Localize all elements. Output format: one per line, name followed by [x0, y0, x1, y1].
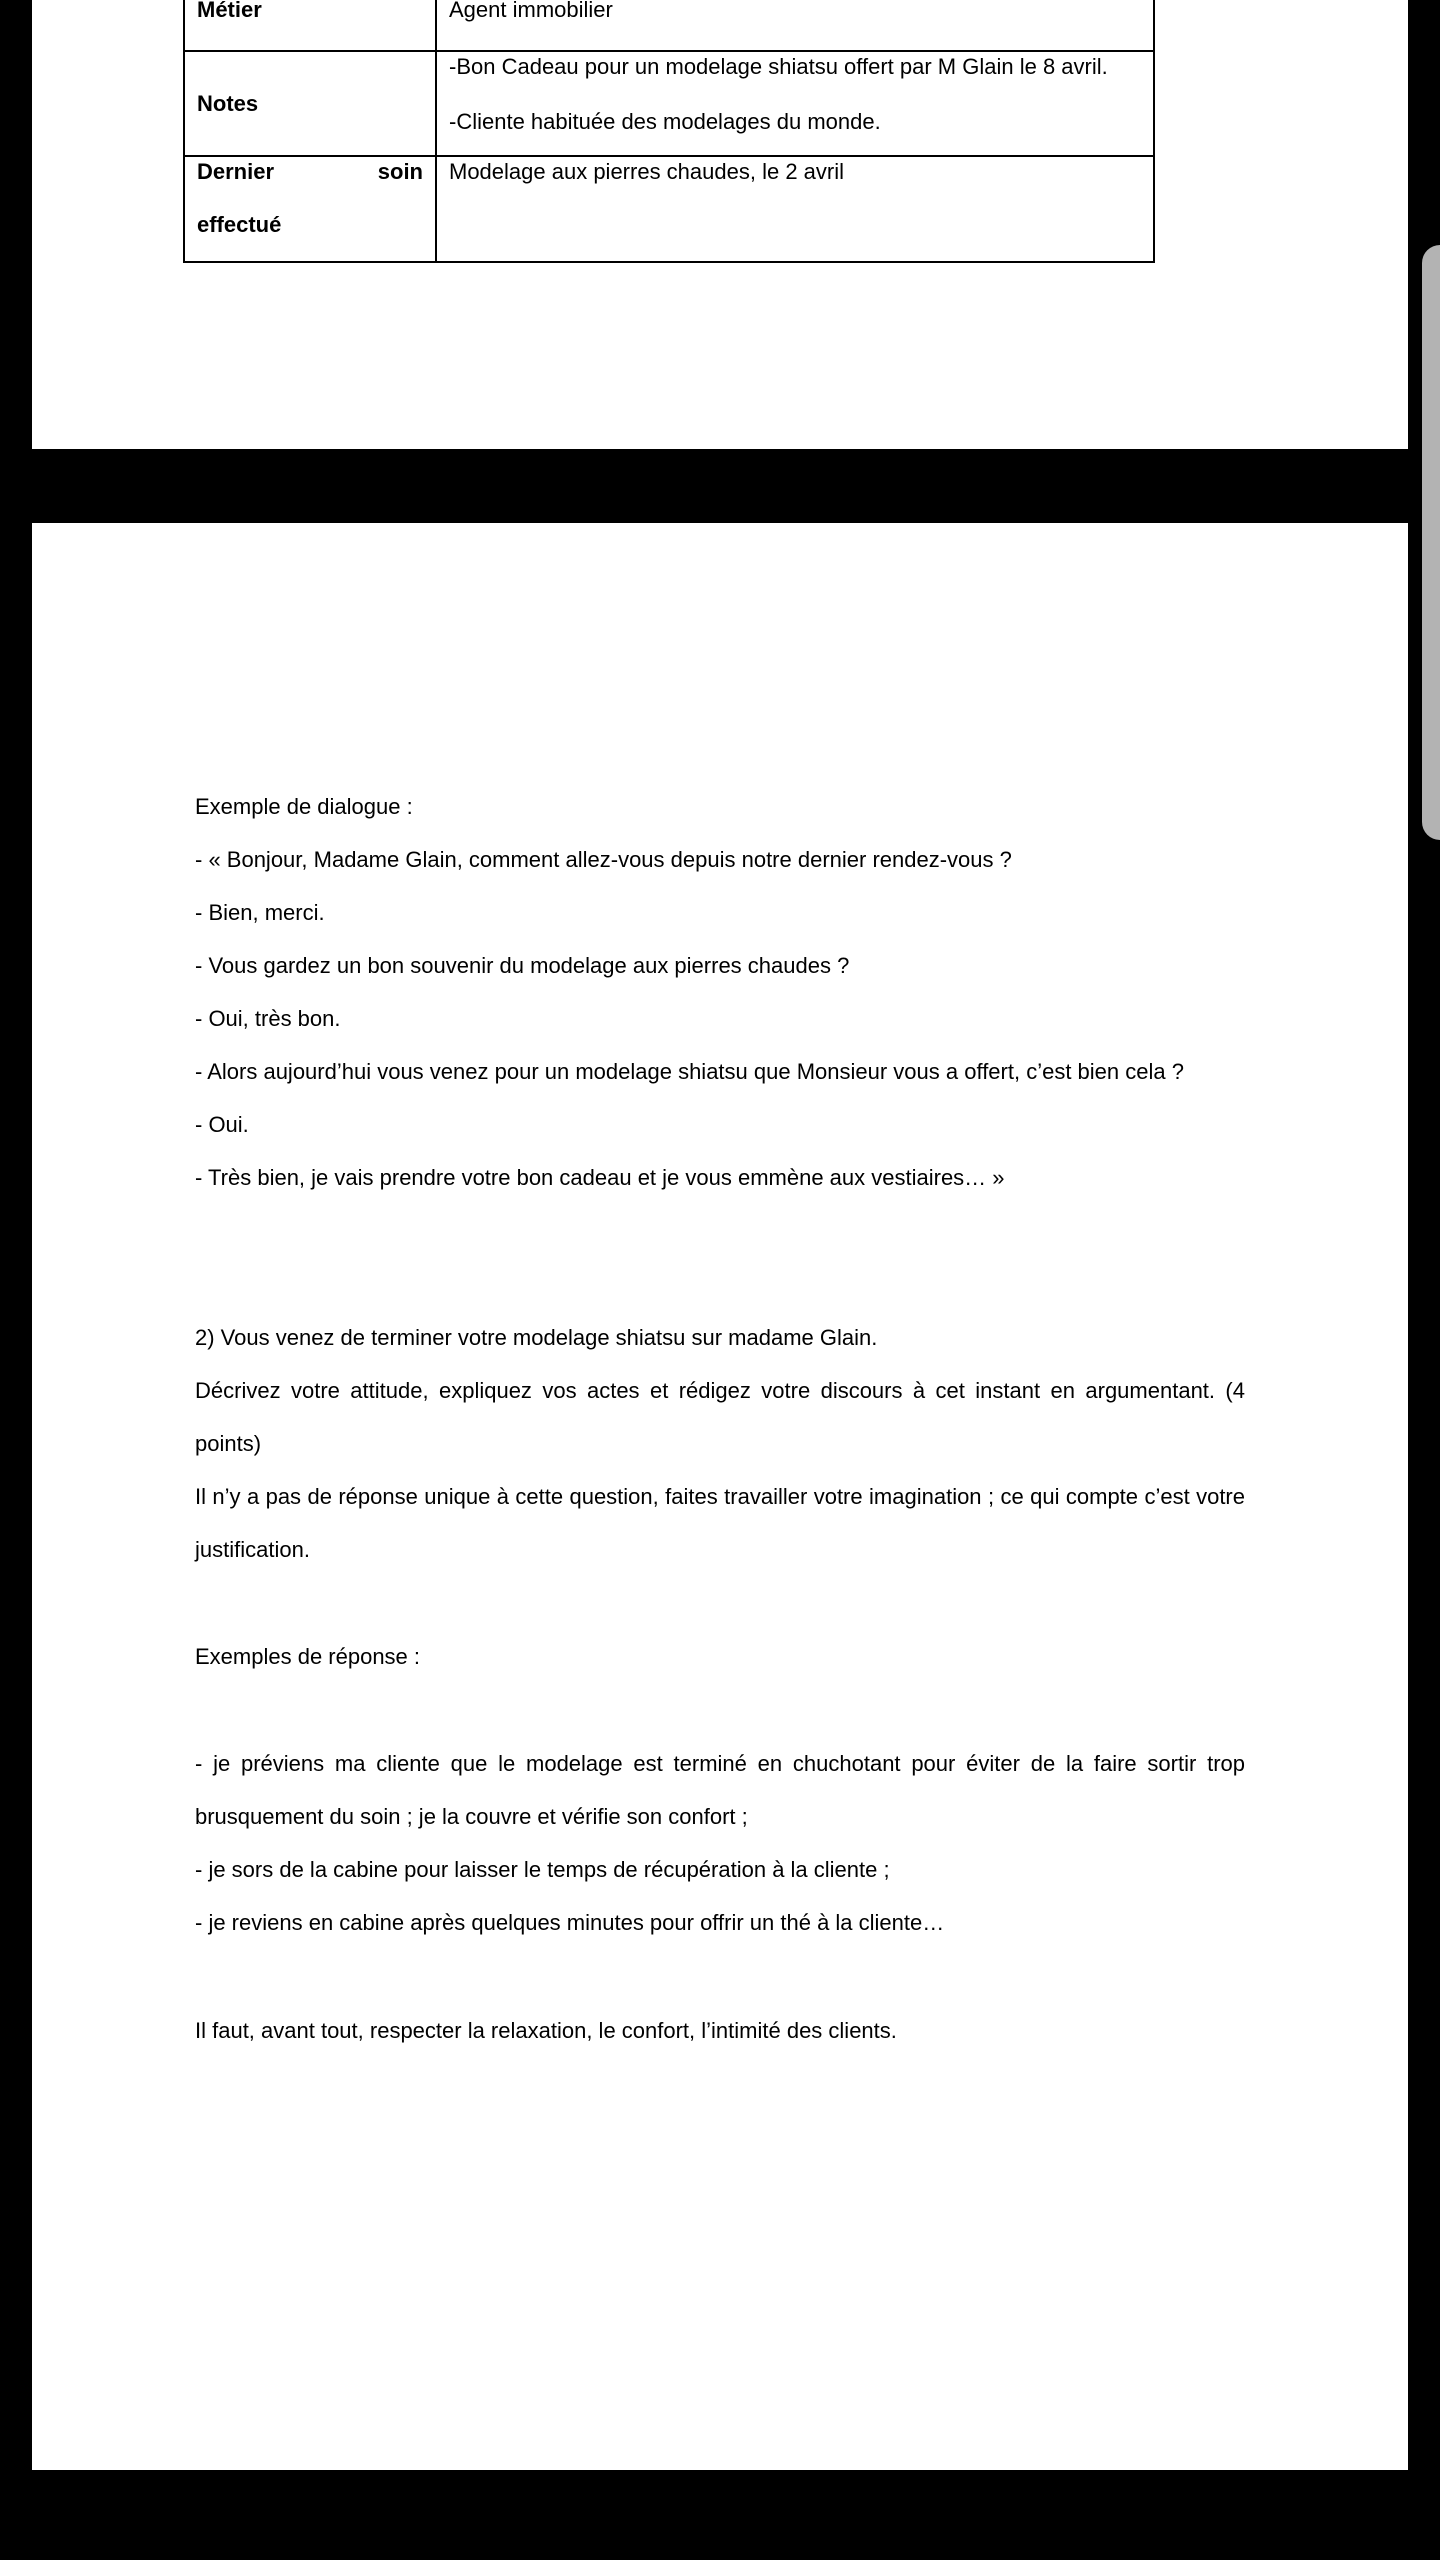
- question-note: Il n’y a pas de réponse unique à cette question, faites travailler votre imagination ; ce qui compte c’est votre justification.: [195, 1484, 1245, 1562]
- scrollbar-thumb[interactable]: [1422, 245, 1440, 840]
- dialogue-line: - Oui, très bon.: [195, 1006, 341, 1031]
- example-item: - je reviens en cabine après quelques minutes pour offrir un thé à la cliente…: [195, 1910, 945, 1935]
- conclusion: Il faut, avant tout, respecter la relaxation, le confort, l’intimité des clients.: [195, 2018, 897, 2043]
- row-label-notes: Notes: [184, 51, 436, 156]
- dialogue-line: - Alors aujourd’hui vous venez pour un modelage shiatsu que Monsieur vous a offert, c’est bien cela ?: [195, 1059, 1184, 1084]
- label-part: effectué: [197, 212, 282, 237]
- row-value-notes: [436, 51, 1154, 156]
- row-label-dernier-soin: [184, 156, 436, 262]
- dialogue-line: - « Bonjour, Madame Glain, comment allez-vous depuis notre dernier rendez-vous ?: [195, 847, 1012, 872]
- question-title: 2) Vous venez de terminer votre modelage shiatsu sur madame Glain.: [195, 1325, 878, 1350]
- note-line: -Cliente habituée des modelages du monde.: [449, 109, 881, 134]
- row-value-metier: Agent immobilier: [436, 0, 1154, 51]
- example-item: - je sors de la cabine pour laisser le temps de récupération à la cliente ;: [195, 1857, 890, 1882]
- client-info-table: [183, 0, 1155, 263]
- table-row: [184, 51, 1154, 156]
- table-row: [184, 156, 1154, 262]
- examples-heading: Exemples de réponse :: [195, 1644, 421, 1669]
- question-instruction: Décrivez votre attitude, expliquez vos actes et rédigez votre discours à cet instant en argumentant. (4 points): [195, 1378, 1245, 1456]
- table-row: [184, 0, 1154, 51]
- dialogue-line: - Très bien, je vais prendre votre bon cadeau et je vous emmène aux vestiaires… »: [195, 1165, 1005, 1190]
- label-part: Dernier: [197, 159, 275, 184]
- row-value-dernier-soin: Modelage aux pierres chaudes, le 2 avril: [436, 156, 1154, 262]
- document-page-1: [32, 0, 1408, 449]
- dialogue-heading: Exemple de dialogue :: [195, 794, 413, 819]
- dialogue-line: - Bien, merci.: [195, 900, 325, 925]
- row-label-metier: Métier: [184, 0, 436, 51]
- note-line: -Bon Cadeau pour un modelage shiatsu offert par M Glain le 8 avril.: [449, 54, 1108, 79]
- label-part: soin: [377, 159, 423, 184]
- dialogue-line: - Oui.: [195, 1112, 249, 1137]
- example-item: - je préviens ma cliente que le modelage est terminé en chuchotant pour éviter de la faire sortir trop brusquement du soin ; je la couvre et vérifie son confort ;: [195, 1751, 1245, 1829]
- dialogue-line: - Vous gardez un bon souvenir du modelage aux pierres chaudes ?: [195, 953, 850, 978]
